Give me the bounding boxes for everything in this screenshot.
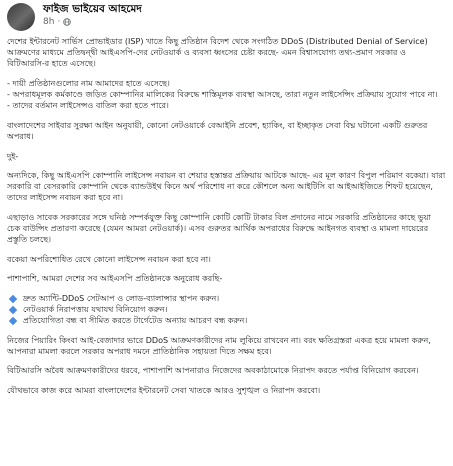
post-meta [43, 2, 142, 28]
post-subline [43, 16, 142, 28]
separator-dot: · [57, 17, 61, 27]
section-two-label: দুই- [7, 151, 19, 161]
advice-text: দ্রুত অ্যান্টি-DDoS সেটআপ ও লোড-ব্যালান্সার স্থাপন করুন। [23, 293, 220, 303]
point-2: - অপরাধমূলক কর্মকাণ্ডে জড়িত কোম্পানির মালিকের বিরুদ্ধে শাস্তিমূলক ব্যবস্থা আসছে, তারা নতুন লাইসেন্সিং প্রক্রিয়ায় সুযোগ পাবে না। [7, 90, 438, 100]
advice-item [7, 304, 446, 315]
post-body [7, 36, 446, 396]
advice-item [7, 293, 446, 304]
closing-paragraph: যৌথভাবে কাজ করে আমরা বাংলাদেশের ইন্টারনেট সেবা খাতকে আরও সুশৃঙ্খল ও নিরাপদ করবো। [7, 385, 321, 395]
diamond-bullet-icon [9, 295, 17, 303]
point-3: - তাদের বর্তমান লাইসেন্সও বাতিল করা হতে পারে। [7, 101, 169, 111]
author-name[interactable]: ফাইজ ভাইয়েব আহমেদ [43, 3, 142, 15]
advice-item [7, 315, 446, 326]
advice-intro: পাশাপাশি, আমরা দেশের সব আইএসপি প্রতিষ্ঠানকে অনুরোধ করছি- [7, 274, 223, 284]
bandwidth-paragraph: অন্যদিকে, কিছু আইএসপি কোম্পানি লাইসেন্স নবায়ন বা শেয়ার হস্তান্তর প্রক্রিয়ায় আটকে আছে- এর মূল কারণ বিপুল পরিমাণ বকেয়া। যারা সরকারি বা বেসরকারি কোম্পানি থেকে ব্যান্ডউইথ কিনে অর্থ পরিশোধ না করে কৌশলে অন্য আইটিসি বা আইআইজিতে শিফট হয়েছেন, তাদের লাইসেন্স নবায়ন করা হবে না। [7, 171, 446, 203]
intro-paragraph: দেশের ইন্টারনেট সার্ভিস প্রোভাইডার (ISP) খাতে কিছু প্রতিষ্ঠান বিদেশ থেকে সংগঠিত DDoS (Distributed Denial of Service) আক্রমণের মাধ্যমে প্রতিদ্বন্দ্বী আইএসপি-দের নেটওয়ার্ক ও ব্যবসা ধ্বংসের চেষ্টা করছে- এমন বিশ্বাসযোগ্য তথ্য-প্রমাণ সরকার ও বিটিআরসি-র হাতে এসেছে। [7, 37, 428, 69]
author-avatar[interactable] [7, 3, 35, 31]
btrc-paragraph: বিটিআরসি অবৈধ আক্রমণকারীদের ধরবে, পাশাপাশি আপনারাও নিজেদের অবকাঠামোকে নিরাপদ করতে পর্যাপ্ত বিনিয়োগ করবেন। [7, 366, 419, 376]
advice-text: প্রতিযোগিতা বন্ধ বা সীমিত করতে টার্গেটেড অন্যায় আচরণ বন্ধ করুন। [23, 316, 248, 326]
globe-icon[interactable] [63, 18, 71, 26]
post-time[interactable]: 8h [43, 17, 55, 27]
fraud-paragraph: এছাড়াও সাবেক সরকারের সঙ্গে ঘনিষ্ঠ সম্পর্কযুক্ত কিছু কোম্পানি কোটি কোটি টাকার বিল প্রদানের নামে সরকারি প্রতিষ্ঠানের কাছে ভুয়া চেক বাউন্সিং প্রতারণা করেছে (যেমন আমরা নেটওয়ার্ক)। এসব গুরুতর আর্থিক অপরাধের বিরুদ্ধে আইনগত ব্যবস্থা ও মামলা দায়েরের প্রস্তুতি চলছে। [7, 212, 431, 245]
license-paragraph: বকেয়া অপরিশোধিত রেখে কোনো লাইসেন্স নবায়ন করা হবে না। [7, 254, 211, 264]
point-1: - দায়ী প্রতিষ্ঠানগুলোর নাম আমাদের হাতে এসেছে। [7, 78, 170, 88]
diamond-bullet-icon [9, 306, 17, 314]
lawsuit-paragraph: নিজের পিয়ারিং কিংবা আই-বেজাদার ভারে DDoS আক্রমণকারীদের নাম লুকিয়ে রাখবেন না। বরং ক্ষতিগ্রস্তরা একত্র হয়ে মামলা করুন, আপনারা মামলা করলে সরকার অপরাধ দমনে প্রাতিষ্ঠানিক সহায়তা দিতে সক্ষম হবে। [7, 335, 431, 356]
advice-text: নেটওয়ার্ক নিরাপত্তায় যথাযথ বিনিয়োগ করুন। [23, 305, 168, 315]
diamond-bullet-icon [9, 317, 17, 325]
post-header [7, 2, 446, 36]
law-paragraph: বাংলাদেশের সাইবার সুরক্ষা আইন অনুযায়ী, কোনো নেটওয়ার্কে বেআইনি প্রবেশ, হ্যাকিং, বা ইচ্ছাকৃত সেবা বিঘ্ন ঘটানো একটি গুরুতর অপরাধ। [7, 120, 428, 142]
